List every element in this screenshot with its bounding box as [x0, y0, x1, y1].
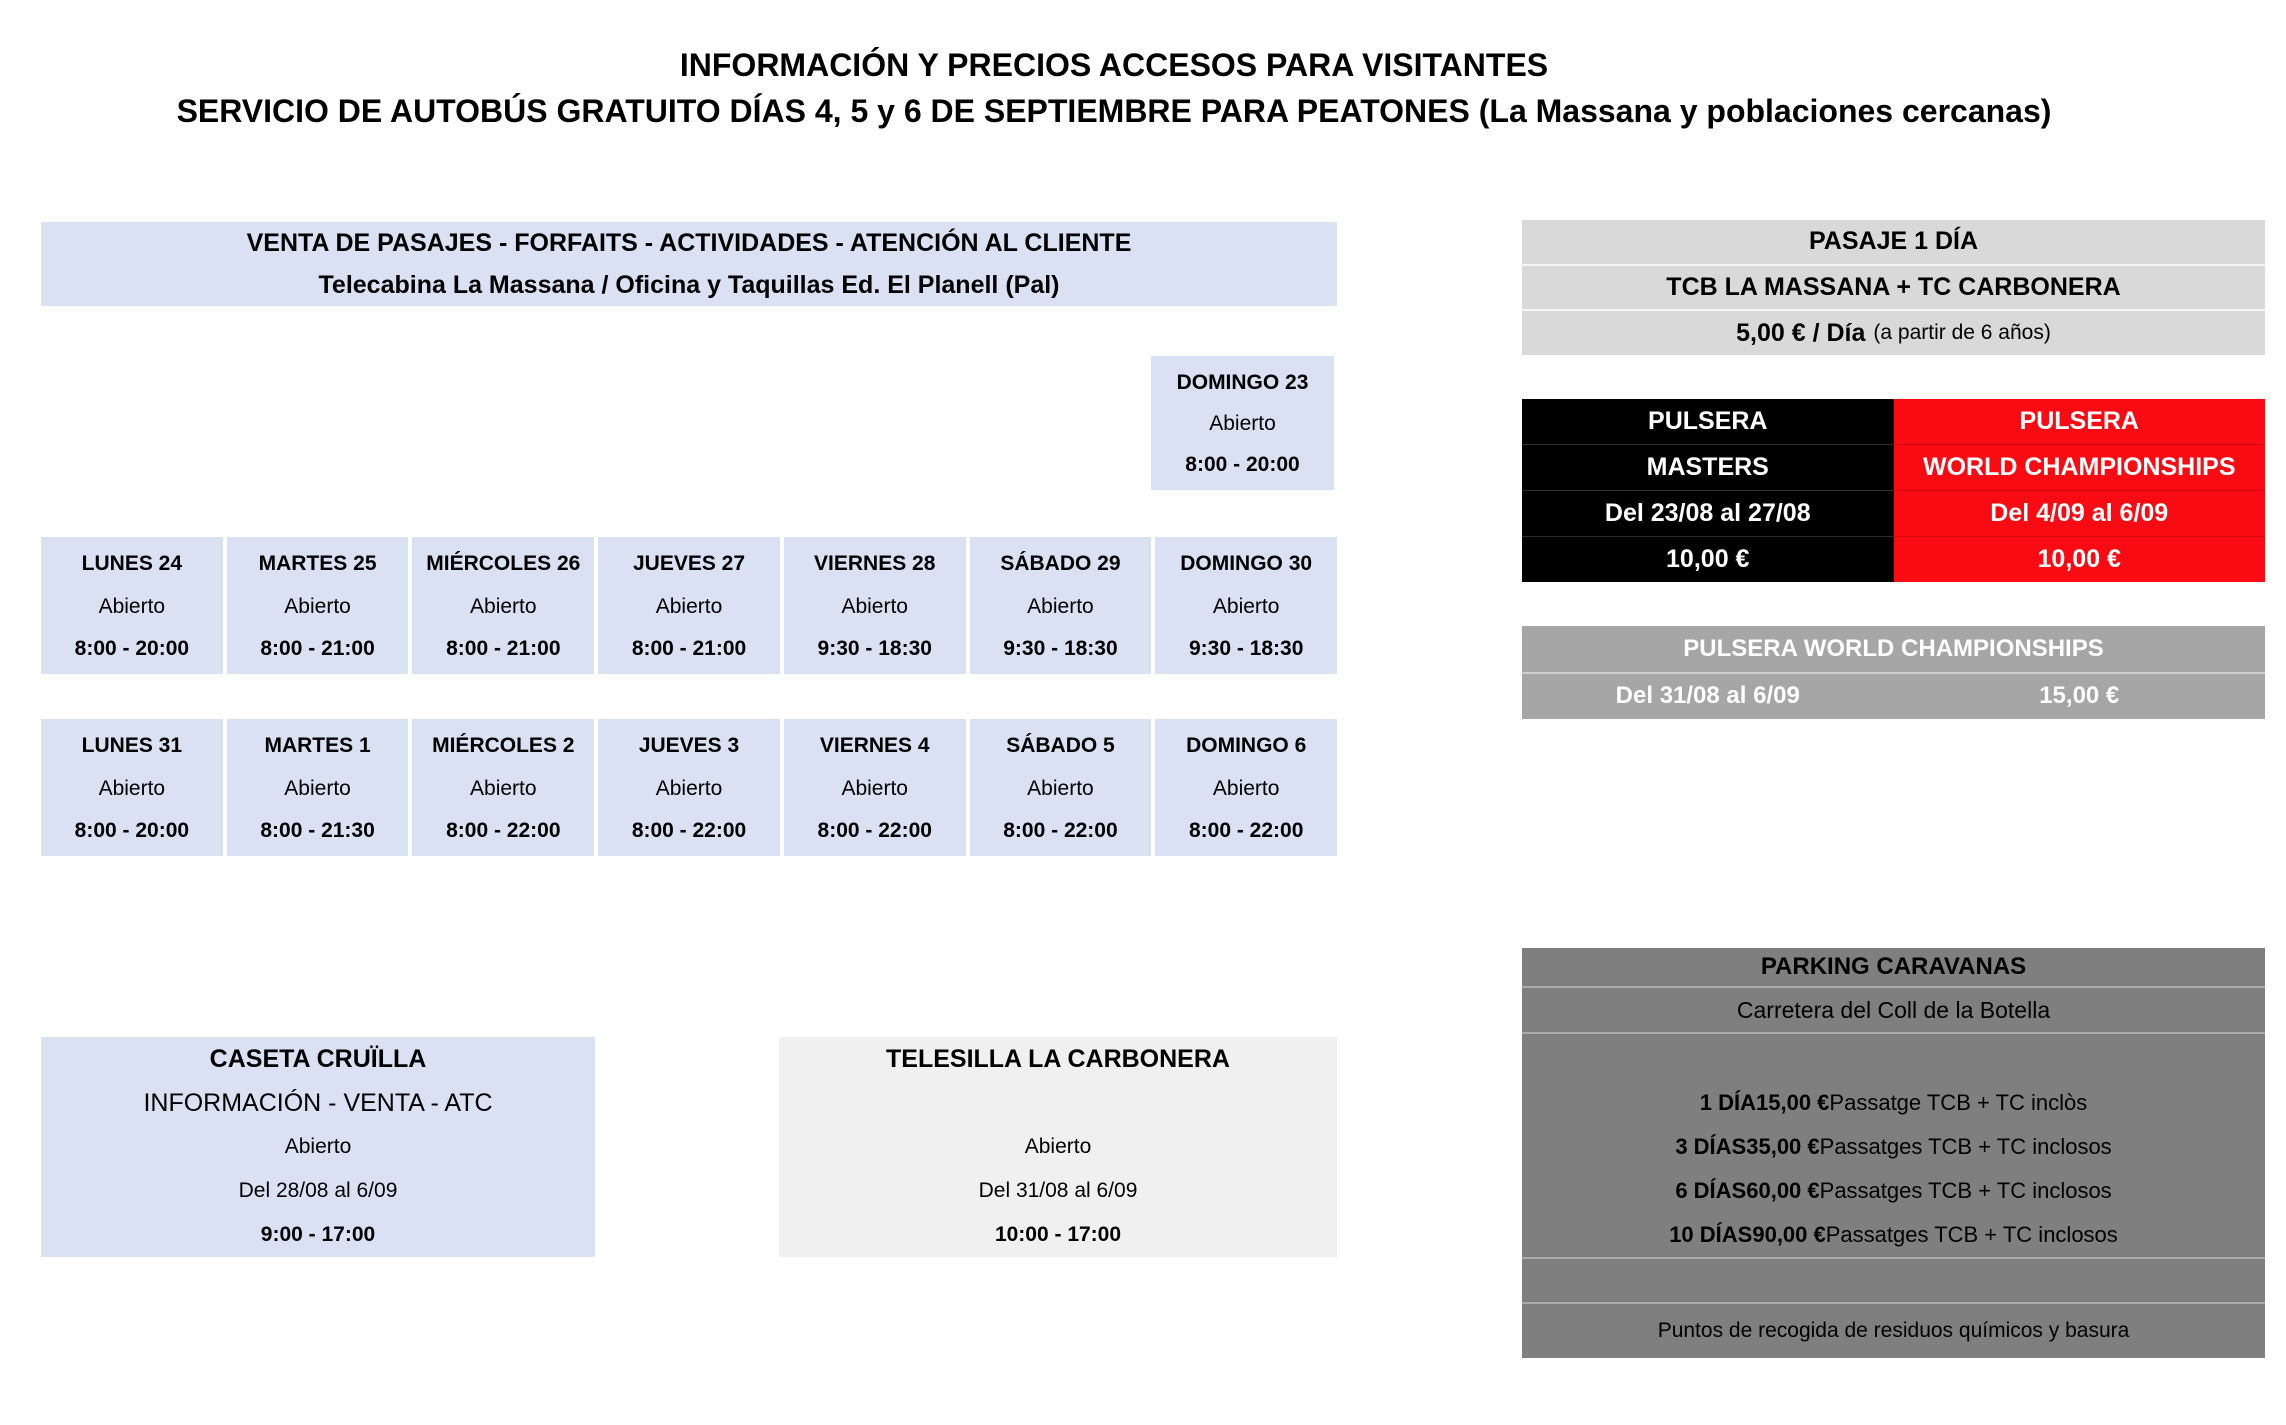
- pasaje-price-note: (a partir de 6 años): [1873, 321, 2051, 345]
- day-hours: 8:00 - 21:00: [631, 637, 747, 660]
- day-hours: 8:00 - 20:00: [74, 637, 190, 660]
- parking-days: 10 DÍAS: [1669, 1222, 1753, 1247]
- parking-note: Passatge TCB + TC inclòs: [1829, 1090, 2088, 1115]
- day-cell-lunes-24: [41, 537, 223, 674]
- day-cell-jueves-3: [598, 719, 780, 856]
- pulsera-wc-long-box: [1522, 626, 2265, 719]
- day-status: Abierto: [470, 776, 537, 800]
- parking-price: 15,00 €: [1756, 1090, 1830, 1115]
- caseta-title: CASETA CRUÏLLA: [209, 1044, 427, 1073]
- caseta-hours: 9:00 - 17:00: [260, 1223, 376, 1246]
- day-status: Abierto: [1212, 594, 1280, 618]
- day-hours: 8:00 - 22:00: [1188, 819, 1304, 842]
- telesilla-hours: 10:00 - 17:00: [994, 1223, 1122, 1246]
- telesilla-status: Abierto: [1024, 1135, 1092, 1158]
- day-status: Abierto: [655, 776, 723, 800]
- day-status: Abierto: [1209, 412, 1276, 435]
- day-name: DOMINGO 23: [1176, 371, 1309, 394]
- day-cell-miercoles-2: [412, 719, 594, 856]
- parking-row-10-dias: [1522, 1213, 2265, 1257]
- pulsera-pair: [1522, 399, 2265, 582]
- pulsera-wc-price: 10,00 €: [1894, 536, 2266, 582]
- day-hours: 8:00 - 22:00: [1003, 819, 1118, 842]
- parking-days: 3 DÍAS: [1675, 1134, 1747, 1159]
- parking-location: Carretera del Coll de la Botella: [1522, 988, 2265, 1034]
- parking-row-6-dias: [1522, 1169, 2265, 1213]
- day-name: MARTES 1: [264, 734, 371, 757]
- day-status: Abierto: [655, 594, 723, 618]
- pulsera-wc-dates: Del 4/09 al 6/09: [1894, 490, 2266, 536]
- parking-price: 35,00 €: [1746, 1134, 1820, 1159]
- day-cell-sabado-29: [970, 537, 1152, 674]
- week-row-2: [41, 719, 1337, 856]
- parking-title: PARKING CARAVANAS: [1522, 948, 2265, 988]
- day-hours: 9:30 - 18:30: [1188, 637, 1304, 660]
- day-hours: 8:00 - 21:30: [260, 819, 375, 842]
- day-name: MIÉRCOLES 2: [432, 734, 575, 757]
- caseta-status: Abierto: [284, 1135, 352, 1158]
- title-line-1: INFORMACIÓN Y PRECIOS ACCESOS PARA VISITANTES: [679, 47, 1549, 83]
- pulsera-masters-price: 10,00 €: [1522, 536, 1894, 582]
- day-hours: 8:00 - 20:00: [1185, 453, 1300, 476]
- parking-note: Passatges TCB + TC inclosos: [1819, 1178, 2112, 1203]
- day-hours: 8:00 - 21:00: [446, 637, 561, 660]
- parking-days: 1 DÍA: [1699, 1090, 1757, 1115]
- parking-price: 90,00 €: [1752, 1222, 1826, 1247]
- day-status: Abierto: [98, 776, 166, 800]
- day-cell-domingo-30: [1155, 537, 1337, 674]
- day-name: MIÉRCOLES 26: [426, 552, 581, 575]
- day-status: Abierto: [470, 594, 537, 618]
- pasaje-price: 5,00 € / Día: [1736, 318, 1866, 347]
- day-status: Abierto: [1027, 776, 1094, 800]
- parking-spacer-2: [1522, 1257, 2265, 1304]
- pasaje-price-row: [1522, 309, 2265, 355]
- pulsera-wc-long-price: 15,00 €: [2039, 682, 2120, 710]
- day-name: DOMINGO 6: [1186, 734, 1307, 757]
- telesilla-title: TELESILLA LA CARBONERA: [886, 1044, 1230, 1073]
- day-hours: 9:30 - 18:30: [817, 637, 932, 660]
- day-status: Abierto: [284, 594, 351, 618]
- pasaje-1-dia-box: [1522, 220, 2265, 355]
- day-name: LUNES 24: [81, 552, 183, 575]
- day-hours: 8:00 - 22:00: [631, 819, 747, 842]
- parking-note: Passatges TCB + TC inclosos: [1825, 1222, 2118, 1247]
- day-name: DOMINGO 30: [1180, 552, 1313, 575]
- day-name: JUEVES 27: [632, 552, 746, 575]
- day-hours: 8:00 - 22:00: [446, 819, 561, 842]
- ticket-office-title: VENTA DE PASAJES - FORFAITS - ACTIVIDADES - ATENCIÓN AL CLIENTE: [246, 228, 1132, 257]
- day-cell-viernes-28: [784, 537, 966, 674]
- day-cell-martes-1: [227, 719, 409, 856]
- pasaje-title: PASAJE 1 DÍA: [1808, 227, 1979, 256]
- day-status: Abierto: [1212, 776, 1280, 800]
- parking-footer: Puntos de recogida de residuos químicos y basura: [1657, 1319, 2130, 1342]
- pulsera-wc-long-title: PULSERA WORLD CHAMPIONSHIPS: [1683, 634, 2104, 662]
- caseta-services: INFORMACIÓN - VENTA - ATC: [143, 1088, 493, 1117]
- day-name: VIERNES 4: [819, 734, 930, 757]
- pulsera-masters-name: PULSERA: [1648, 407, 1768, 435]
- parking-row-1-dia: [1522, 1081, 2265, 1125]
- pulsera-wc-event: WORLD CHAMPIONSHIPS: [1894, 444, 2266, 490]
- parking-price: 60,00 €: [1746, 1178, 1820, 1203]
- parking-days: 6 DÍAS: [1675, 1178, 1747, 1203]
- parking-caravanas-box: [1522, 948, 2265, 1358]
- title-line-2: SERVICIO DE AUTOBÚS GRATUITO DÍAS 4, 5 y 6 DE SEPTIEMBRE PARA PEATONES (La Massana y poblaciones cercanas): [176, 93, 2052, 129]
- caseta-cruilla-box: [41, 1037, 595, 1257]
- day-cell-jueves-27: [598, 537, 780, 674]
- parking-note: Passatges TCB + TC inclosos: [1819, 1134, 2112, 1159]
- day-cell-domingo-23: [1151, 356, 1334, 490]
- day-status: Abierto: [1027, 594, 1094, 618]
- week-row-1: [41, 537, 1337, 674]
- day-name: JUEVES 3: [638, 734, 740, 757]
- day-name: SÁBADO 29: [1000, 552, 1121, 575]
- day-hours: 9:30 - 18:30: [1003, 637, 1118, 660]
- pulsera-wc-long-detail: [1522, 672, 2265, 720]
- pulsera-masters-event: MASTERS: [1522, 444, 1894, 490]
- caseta-dates: Del 28/08 al 6/09: [238, 1179, 398, 1202]
- day-hours: 8:00 - 22:00: [817, 819, 932, 842]
- day-cell-sabado-5: [970, 719, 1152, 856]
- pulsera-wc-name: PULSERA: [2019, 407, 2139, 435]
- day-cell-viernes-4: [784, 719, 966, 856]
- day-status: Abierto: [841, 776, 908, 800]
- day-status: Abierto: [284, 776, 351, 800]
- pulsera-masters-box: [1522, 399, 1894, 582]
- document-title: [0, 42, 2228, 134]
- day-cell-lunes-31: [41, 719, 223, 856]
- day-name: LUNES 31: [81, 734, 183, 757]
- telesilla-spacer: [779, 1081, 1337, 1125]
- pasaje-lifts: TCB LA MASSANA + TC CARBONERA: [1522, 264, 2265, 310]
- day-cell-domingo-6: [1155, 719, 1337, 856]
- telesilla-dates: Del 31/08 al 6/09: [978, 1179, 1138, 1202]
- pulsera-wc-long-dates: Del 31/08 al 6/09: [1615, 682, 1800, 710]
- pulsera-masters-dates: Del 23/08 al 27/08: [1522, 490, 1894, 536]
- day-hours: 8:00 - 21:00: [260, 637, 375, 660]
- pulsera-world-championships-box: [1894, 399, 2266, 582]
- ticket-office-box: [41, 222, 1337, 306]
- telesilla-box: [779, 1037, 1337, 1257]
- day-cell-martes-25: [227, 537, 409, 674]
- day-status: Abierto: [841, 594, 908, 618]
- day-cell-miercoles-26: [412, 537, 594, 674]
- day-hours: 8:00 - 20:00: [74, 819, 190, 842]
- day-name: VIERNES 28: [814, 552, 936, 575]
- parking-spacer: [1522, 1034, 2265, 1081]
- ticket-office-location: Telecabina La Massana / Oficina y Taquillas Ed. El Planell (Pal): [318, 270, 1060, 299]
- day-name: SÁBADO 5: [1006, 734, 1115, 757]
- day-name: MARTES 25: [258, 552, 377, 575]
- day-status: Abierto: [98, 594, 166, 618]
- parking-row-3-dias: [1522, 1125, 2265, 1169]
